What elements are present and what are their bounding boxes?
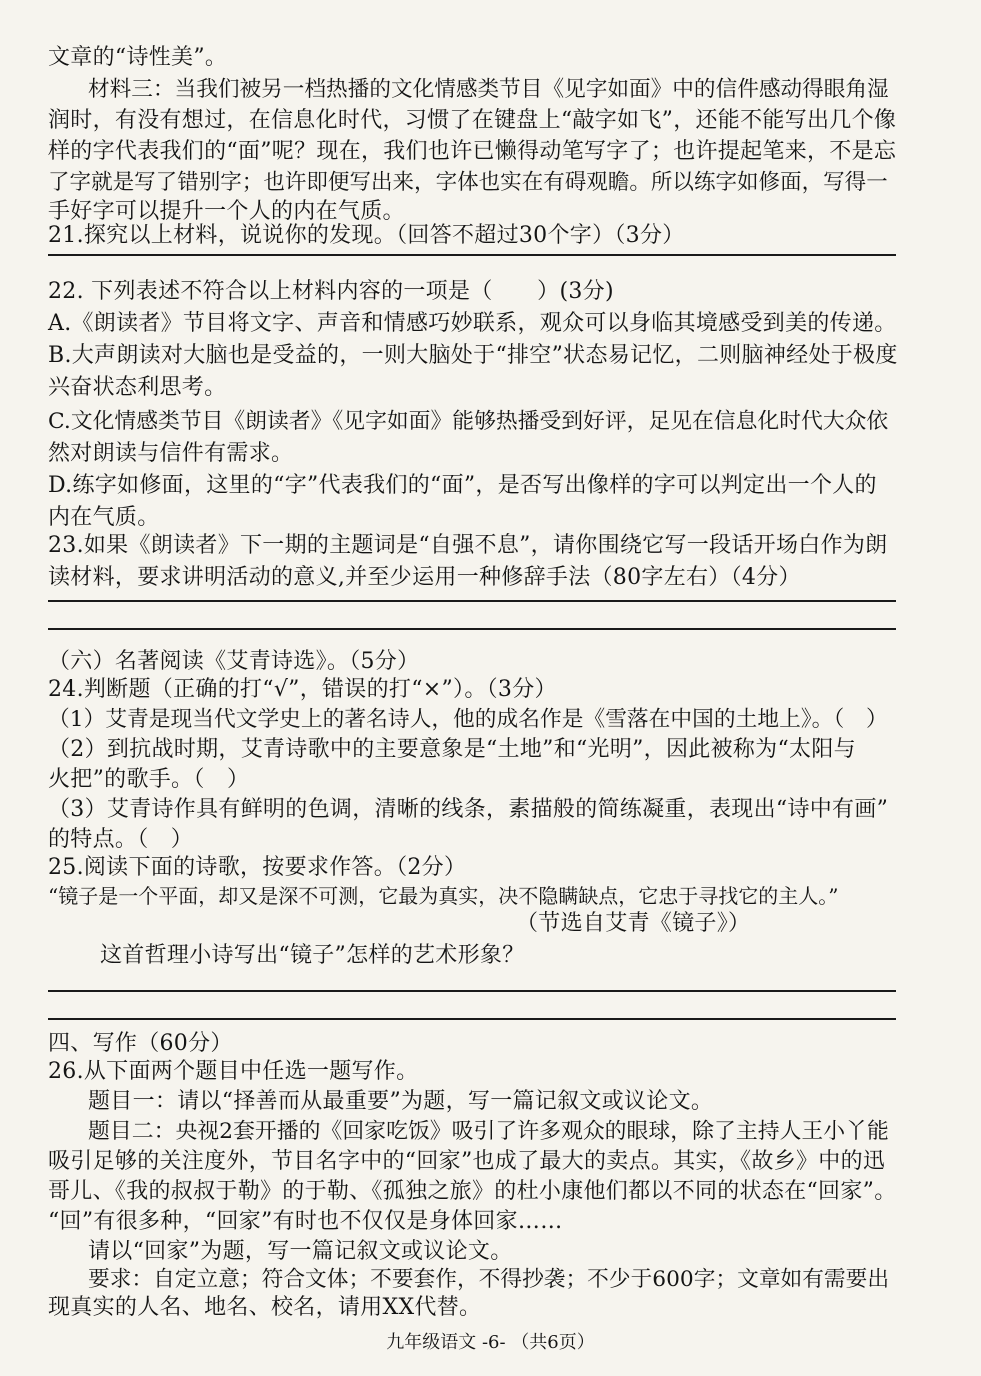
question-26-stem: 26.从下面两个题目中任选一题写作。 <box>48 1059 419 1084</box>
question-22-option: D.练字如修面，这里的“字”代表我们的“面”，是否写出像样的字可以判定出一个人的 <box>48 473 877 498</box>
question-26-line: 请以“回家”为题，写一篇记叙文或议论文。 <box>88 1239 513 1264</box>
question-24-item: 的特点。（ ） <box>48 827 194 852</box>
answer-line <box>48 990 896 992</box>
question-23: 23.如果《朗读者》下一期的主题词是“自强不息”，请你围绕它写一段话开场白作为朗 <box>48 533 888 558</box>
question-26-line: 题目二：央视2套开播的《回家吃饭》吸引了许多观众的眼球，除了主持人王小丫能 <box>88 1119 889 1144</box>
question-24-item: （3）艾青诗作具有鲜明的色调，清晰的线条，素描般的简练凝重，表现出“诗中有画” <box>48 797 889 822</box>
section-six-heading: （六）名著阅读《艾青诗选》。（5分） <box>48 649 420 674</box>
question-26-line: “回”有很多种，“回家”有时也不仅仅是身体回家…… <box>48 1209 563 1234</box>
question-23: 读材料，要求讲明活动的意义,并至少运用一种修辞手法（80字左右）（4分） <box>48 565 801 590</box>
material-three-line: 润时，有没有想过，在信息化时代，习惯了在键盘上“敲字如飞”，还能不能写出几个像 <box>48 108 897 133</box>
question-22-option: C.文化情感类节目《朗读者》《见字如面》能够热播受到好评，足见在信息化时代大众依 <box>48 409 889 434</box>
question-24-stem: 24.判断题（正确的打“√”，错误的打“×”）。（3分） <box>48 677 557 702</box>
question-22-option: A.《朗读者》节目将文字、声音和情感巧妙联系，观众可以身临其境感受到美的传递。 <box>48 311 897 336</box>
question-26-line: 吸引足够的关注度外，节目名字中的“回家”也成了最大的卖点。其实，《故乡》中的迅 <box>48 1149 886 1174</box>
material-two-end: 文章的“诗性美”。 <box>48 45 228 70</box>
question-26-line: 要求：自定立意；符合文体；不要套作，不得抄袭；不少于600字；文章如有需要出 <box>88 1267 890 1292</box>
question-24-item: 火把”的歌手。（ ） <box>48 767 250 792</box>
material-three-line: 材料三：当我们被另一档热播的文化情感类节目《见字如面》中的信件感动得眼角湿 <box>88 77 889 102</box>
question-22-option: B.大声朗读对大脑也是受益的，一则大脑处于“排空”状态易记忆，二则脑神经处于极度 <box>48 343 898 368</box>
poem-source: （节选自艾青《镜子》） <box>516 911 751 936</box>
question-22-option: 然对朗读与信件有需求。 <box>48 441 294 466</box>
material-three-line: 了字就是写了错别字；也许即便写出来，字体也实在有碍观瞻。所以练字如修面，写得一 <box>48 170 888 195</box>
answer-line <box>48 600 896 602</box>
question-26-line: 现真实的人名、地名、校名，请用XX代替。 <box>48 1295 482 1320</box>
question-22-stem: 22. 下列表述不符合以上材料内容的一项是（ ）(3分) <box>48 279 614 304</box>
question-24-item: （2）到抗战时期，艾青诗歌中的主要意象是“土地”和“光明”，因此被称为“太阳与 <box>48 737 856 762</box>
poem-quote: “镜子是一个平面，却又是深不可测，它最为真实，决不隐瞒缺点，它忠于寻找它的主人。” <box>48 884 839 908</box>
answer-line <box>48 1018 896 1020</box>
question-25-stem: 25.阅读下面的诗歌，按要求作答。（2分） <box>48 855 467 880</box>
question-25-text: 这首哲理小诗写出“镜子”怎样的艺术形象？ <box>100 943 525 968</box>
question-22-option: 兴奋状态利思考。 <box>48 375 227 400</box>
material-three-line: 手好字可以提升一个人的内在气质。 <box>48 199 405 224</box>
question-22-option: 内在气质。 <box>48 505 160 530</box>
question-24-item: （1）艾青是现当代文学史上的著名诗人，他的成名作是《雪落在中国的土地上》。（ ） <box>48 707 888 732</box>
question-26-line: 题目一：请以“择善而从最重要”为题，写一篇记叙文或议论文。 <box>88 1089 714 1114</box>
page-footer: 九年级语文 -6- （共6页） <box>386 1332 595 1353</box>
material-three-line: 样的字代表我们的“面”呢？现在，我们也许已懒得动笔写字了；也许提起笔来，不是忘 <box>48 139 897 164</box>
section-four-heading: 四、写作（60分） <box>48 1031 233 1056</box>
question-21: 21.探究以上材料，说说你的发现。（回答不超过30个字）（3分） <box>48 223 685 248</box>
answer-line <box>48 254 896 256</box>
question-26-line: 哥儿、《我的叔叔于勒》的于勒、《孤独之旅》的杜小康他们都以不同的状态在“回家”。 <box>48 1179 897 1204</box>
answer-line <box>48 628 896 630</box>
